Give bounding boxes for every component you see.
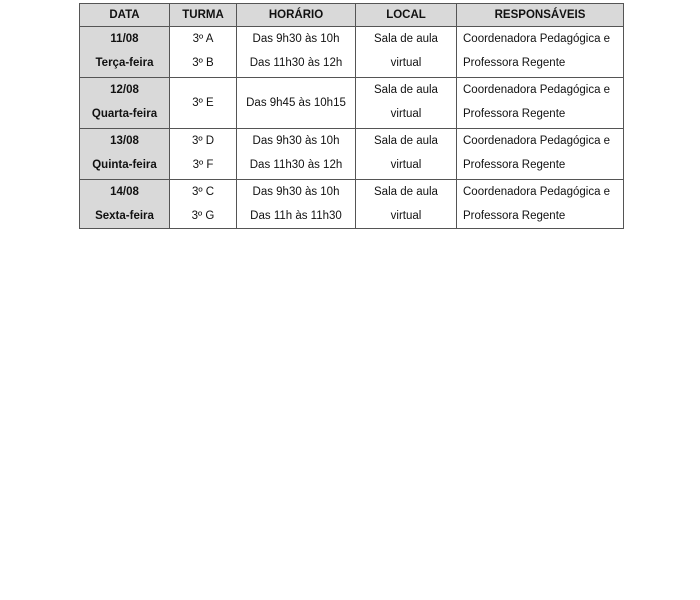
responsible-value: Professora Regente	[463, 159, 566, 171]
place-cell	[356, 78, 457, 129]
class-value: 3º E	[192, 97, 214, 109]
date-cell	[80, 129, 170, 180]
time-value: Das 9h30 às 10h	[252, 33, 340, 45]
place-value: Sala de aula	[374, 33, 438, 45]
place-cell	[356, 129, 457, 180]
class-cell	[170, 180, 237, 229]
table-row	[80, 180, 624, 229]
class-value: 3º A	[192, 33, 214, 45]
class-cell	[170, 129, 237, 180]
place-value: virtual	[390, 108, 422, 120]
place-value: virtual	[390, 57, 422, 69]
weekday-value: Terça-feira	[95, 57, 154, 69]
responsible-value: Coordenadora Pedagógica e	[463, 33, 611, 45]
header-class: TURMA	[170, 4, 237, 27]
header-date: DATA	[80, 4, 170, 27]
time-cell	[237, 129, 356, 180]
class-cell	[170, 27, 237, 78]
date-value: 12/08	[110, 84, 139, 96]
table-row	[80, 27, 624, 78]
time-cell	[237, 78, 356, 129]
time-value: Das 11h30 às 12h	[249, 57, 343, 69]
place-value: Sala de aula	[374, 186, 438, 198]
header-time: HORÁRIO	[237, 4, 356, 27]
responsible-value: Professora Regente	[463, 210, 566, 222]
time-value: Das 9h30 às 10h	[252, 186, 340, 198]
responsible-cell	[457, 78, 624, 129]
responsible-value: Coordenadora Pedagógica e	[463, 186, 611, 198]
class-value: 3º G	[191, 210, 215, 222]
time-cell	[237, 27, 356, 78]
time-value: Das 11h às 11h30	[250, 210, 342, 222]
place-value: virtual	[390, 210, 422, 222]
date-value: 11/08	[110, 33, 139, 45]
place-cell	[356, 27, 457, 78]
responsible-cell	[457, 180, 624, 229]
responsible-value: Professora Regente	[463, 57, 566, 69]
time-value: Das 11h30 às 12h	[249, 159, 343, 171]
place-value: Sala de aula	[374, 84, 438, 96]
place-value: virtual	[390, 159, 422, 171]
date-cell	[80, 78, 170, 129]
place-cell	[356, 180, 457, 229]
time-value: Das 9h45 às 10h15	[246, 97, 346, 109]
date-cell	[80, 27, 170, 78]
responsible-value: Professora Regente	[463, 108, 566, 120]
class-value: 3º B	[192, 57, 214, 69]
weekday-value: Quinta-feira	[92, 159, 157, 171]
weekday-value: Quarta-feira	[91, 108, 158, 120]
header-place: LOCAL	[356, 4, 457, 27]
table-row	[80, 129, 624, 180]
class-value: 3º C	[191, 186, 215, 198]
date-value: 14/08	[110, 186, 139, 198]
date-value: 13/08	[110, 135, 139, 147]
date-cell	[80, 180, 170, 229]
class-value: 3º F	[192, 159, 214, 171]
header-row	[80, 4, 624, 27]
table-row	[80, 78, 624, 129]
class-cell	[170, 78, 237, 129]
responsible-value: Coordenadora Pedagógica e	[463, 135, 611, 147]
responsible-value: Coordenadora Pedagógica e	[463, 84, 611, 96]
time-value: Das 9h30 às 10h	[252, 135, 340, 147]
responsible-cell	[457, 129, 624, 180]
header-responsible: RESPONSÁVEIS	[457, 4, 624, 27]
weekday-value: Sexta-feira	[95, 210, 154, 222]
place-value: Sala de aula	[374, 135, 438, 147]
schedule-table	[79, 3, 624, 229]
class-value: 3º D	[191, 135, 215, 147]
time-cell	[237, 180, 356, 229]
responsible-cell	[457, 27, 624, 78]
